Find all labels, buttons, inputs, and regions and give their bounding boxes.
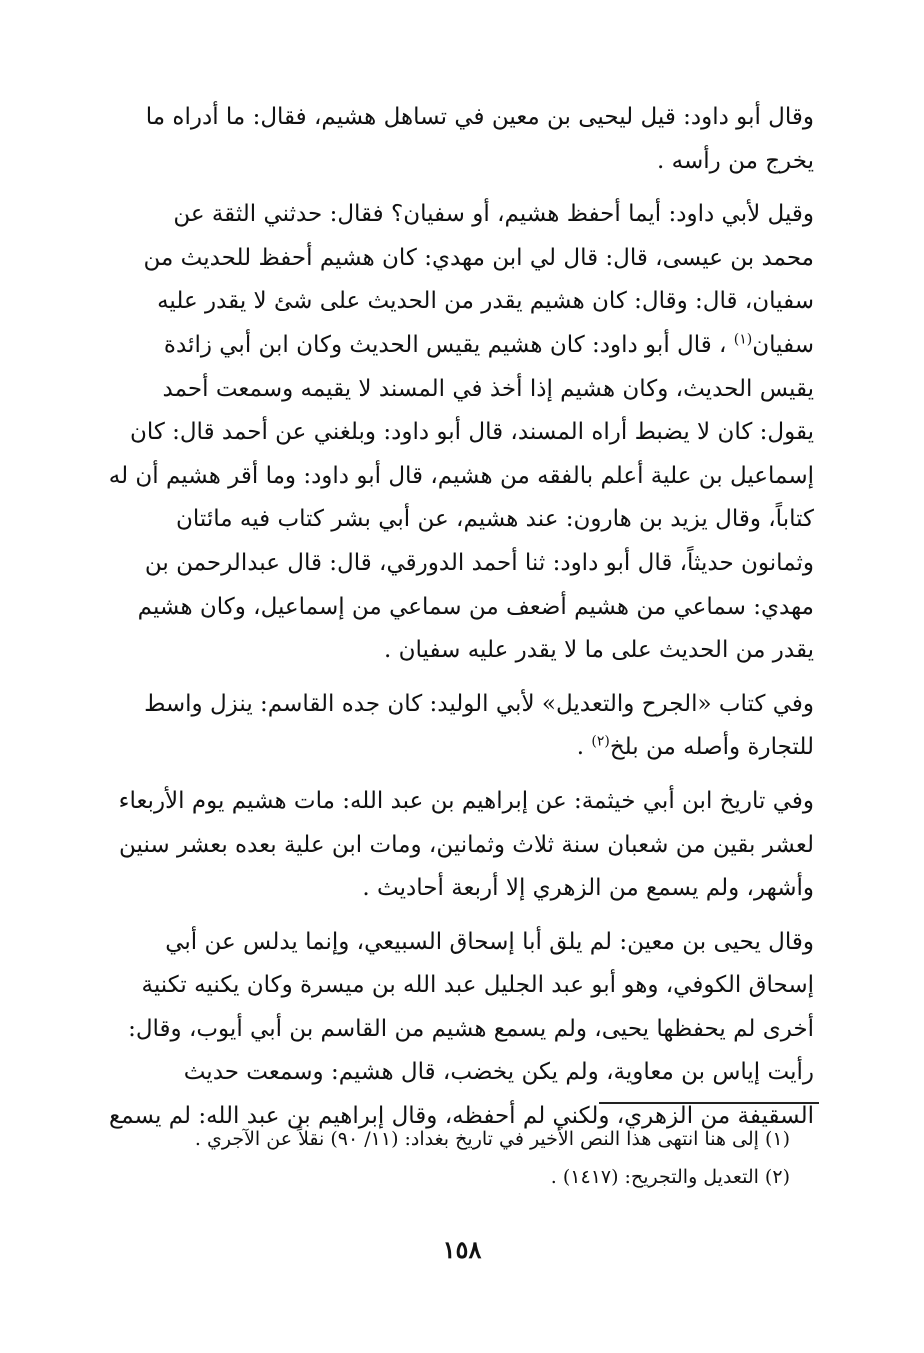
paragraph-4 xyxy=(70,780,814,911)
text-line: وقال يحيى بن معين: لم يلق أبا إسحاق السبيعي، وإنما يدلس عن أبي xyxy=(165,928,814,955)
text-fragment: . xyxy=(576,734,592,761)
text-line: إسماعيل بن علية أعلم بالفقه من هشيم، قال أبو داود: وما أقر هشيم أن له xyxy=(108,462,814,489)
text-fragment: سفيان xyxy=(752,331,814,358)
paragraph-2 xyxy=(70,193,814,673)
paragraph-1 xyxy=(70,96,814,183)
text-line: يقدر من الحديث على ما لا يقدر عليه سفيان . xyxy=(384,637,814,664)
text-line: وقيل لأبي داود: أيما أحفظ هشيم، أو سفيان؟ فقال: حدثني الثقة عن xyxy=(173,201,814,228)
text-line: وفي كتاب «الجرح والتعديل» لأبي الوليد: كان جده القاسم: ينزل واسط xyxy=(144,690,814,717)
text-line: وقال أبو داود: قيل ليحيى بن معين في تساهل هشيم، فقال: ما أدراه ما xyxy=(145,104,814,130)
text-line: يقيس الحديث، وكان هشيم إذا أخذ في المسند لا يقيمه وسمعت أحمد xyxy=(162,375,814,402)
main-text xyxy=(70,96,814,1149)
text-line: كتاباً، وقال يزيد بن هارون: عند هشيم، عن أبي بشر كتاب فيه مائتان xyxy=(176,506,814,533)
text-fragment: للتجارة وأصله من بلخ xyxy=(609,734,814,761)
text-line-with-footnote-ref xyxy=(70,324,814,368)
text-line: لعشر بقين من شعبان سنة ثلاث وثمانين، ومات ابن علية بعده بعشر سنين xyxy=(119,831,814,858)
text-line: سفيان، قال: وقال: كان هشيم يقدر من الحديث على شئ لا يقدر عليه xyxy=(157,288,814,315)
page-number: ١٥٨ xyxy=(442,1235,482,1264)
footnotes xyxy=(90,1120,790,1196)
text-line: محمد بن عيسى، قال: قال لي ابن مهدي: كان هشيم أحفظ للحديث من xyxy=(143,244,814,271)
text-line: وفي تاريخ ابن أبي خيثمة: عن إبراهيم بن عبد الله: مات هشيم يوم الأربعاء xyxy=(118,787,814,814)
footnote-ref-1[interactable]: (١) xyxy=(733,331,753,348)
text-line: يقول: كان لا يضبط أراه المسند، قال أبو داود: وبلغني عن أحمد قال: كان xyxy=(129,419,814,446)
footnote-2: (٢) التعديل والتجريح: (١٤١٧) . xyxy=(550,1166,790,1188)
text-line: وأشهر، ولم يسمع من الزهري إلا أربعة أحاديث . xyxy=(362,875,814,902)
footnote-1: (١) إلى هنا انتهى هذا النص الأخير في تاريخ بغداد: (١١/ ٩٠) نقلاً عن الآجري . xyxy=(194,1128,790,1150)
paragraph-5 xyxy=(70,921,814,1139)
footnote-ref-2[interactable]: (٢) xyxy=(591,733,610,750)
footnote-divider xyxy=(599,1102,819,1104)
paragraph-3 xyxy=(70,683,814,770)
text-line: أخرى لم يحفظها يحيى، ولم يسمع هشيم من القاسم بن أبي أيوب، وقال: xyxy=(128,1015,814,1042)
text-fragment: ، قال أبو داود: كان هشيم يقيس الحديث وكان ابن أبي زائدة xyxy=(163,331,727,358)
text-line-with-footnote-ref xyxy=(70,726,814,770)
text-line: السقيفة من الزهري، ولكني لم أحفظه، وقال إبراهيم بن عبد الله: لم يسمع xyxy=(108,1103,814,1130)
text-line: مهدي: سماعي من هشيم أضعف من سماعي من إسماعيل، وكان هشيم xyxy=(137,593,814,620)
text-line: يخرج من رأسه . xyxy=(657,147,814,174)
text-line: رأيت إياس بن معاوية، ولم يكن يخضب، قال هشيم: وسمعت حديث xyxy=(183,1059,814,1086)
text-line: وثمانون حديثاً، قال أبو داود: ثنا أحمد الدورقي، قال: قال عبدالرحمن بن xyxy=(144,549,814,576)
text-line: إسحاق الكوفي، وهو أبو عبد الجليل عبد الله بن ميسرة وكان يكنيه تكنية xyxy=(141,972,814,999)
